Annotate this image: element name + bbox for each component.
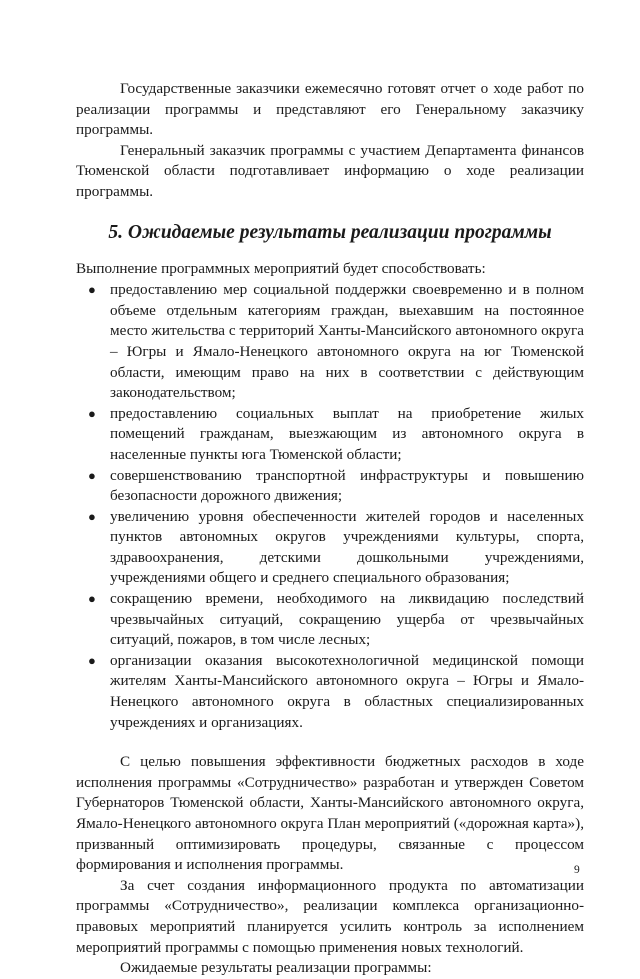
bullet-icon: ● (88, 652, 96, 668)
bullet-icon: ● (88, 467, 96, 483)
list-item-text: предоставлению мер социальной поддержки своевременно и в полном объеме отдельным категориям граждан, выехавшим на постоянное место жительства с территорий Ханты-Мансийского автономного округа – Югры и Ямало-Ненецкого автономного округа на юг Тюменской области, имеющим право на них в соответствии с действующим законодательством; (110, 281, 584, 402)
bullet-icon: ● (88, 405, 96, 421)
paragraph-spacer (76, 733, 584, 752)
list-item-text: предоставлению социальных выплат на приобретение жилых помещений гражданам, выезжающим из автономного округа в населенные пункты юга Тюменской области; (110, 404, 584, 463)
list-item (88, 466, 584, 507)
closing-paragraph-1: С целью повышения эффективности бюджетных расходов в ходе исполнения программы «Сотрудничество» разработан и утвержден Советом Губернаторов Тюменской области, Ханты-Мансийского автономного округа, Ямало-Ненецкого автономного округа План мероприятий («дорожная карта»), призванный оптимизировать процедуры, связанные с процессом формирования и исполнения программы. (76, 753, 584, 874)
intro-paragraph-2: Генеральный заказчик программы с участием Департамента финансов Тюменской области подготавливает информацию о ходе реализации программы. (76, 141, 584, 200)
list-item-text: совершенствованию транспортной инфраструктуры и повышению безопасности дорожного движения; (110, 466, 584, 505)
bullet-icon: ● (88, 508, 96, 524)
list-item (88, 404, 584, 466)
list-item-text: увеличению уровня обеспеченности жителей городов и населенных пунктов автономных округов учреждениями культуры, спорта, здравоохранения, детскими дошкольными учреждениями, учреждениями общего и среднего специального образования; (110, 507, 584, 587)
section-heading: 5. Ожидаемые результаты реализации программы (108, 221, 552, 243)
list-item (88, 280, 584, 404)
lead-text: Выполнение программных мероприятий будет способствовать: (76, 259, 486, 277)
list-item-text: организации оказания высокотехнологичной медицинской помощи жителям Ханты-Мансийского автономного округа – Югры и Ямало-Ненецкого автономного округа в областных специализированных учреждениях и организациях. (110, 651, 584, 731)
intro-paragraph-1: Государственные заказчики ежемесячно готовят отчет о ходе работ по реализации программы и представляют его Генеральному заказчику программы. (76, 80, 584, 139)
bullet-icon: ● (88, 591, 96, 607)
bullet-icon: ● (88, 282, 96, 298)
list-item (88, 507, 584, 589)
document-body (76, 79, 584, 979)
list-item (88, 589, 584, 651)
list-item (88, 651, 584, 733)
closing-paragraph-3: Ожидаемые результаты реализации программы: (120, 959, 432, 977)
page-number: 9 (574, 864, 580, 876)
list-item-text: сокращению времени, необходимого на ликвидацию последствий чрезвычайных ситуаций, сокращению ущерба от чрезвычайных ситуаций, пожаров, в том числе лесных; (110, 590, 584, 649)
closing-paragraph-2: За счет создания информационного продукта по автоматизации программы «Сотрудничество», реализации комплекса организационно-правовых мероприятий планируется усилить контроль за исполнением мероприятий программы с помощью применения новых технологий. (76, 876, 584, 956)
results-list (76, 280, 584, 733)
